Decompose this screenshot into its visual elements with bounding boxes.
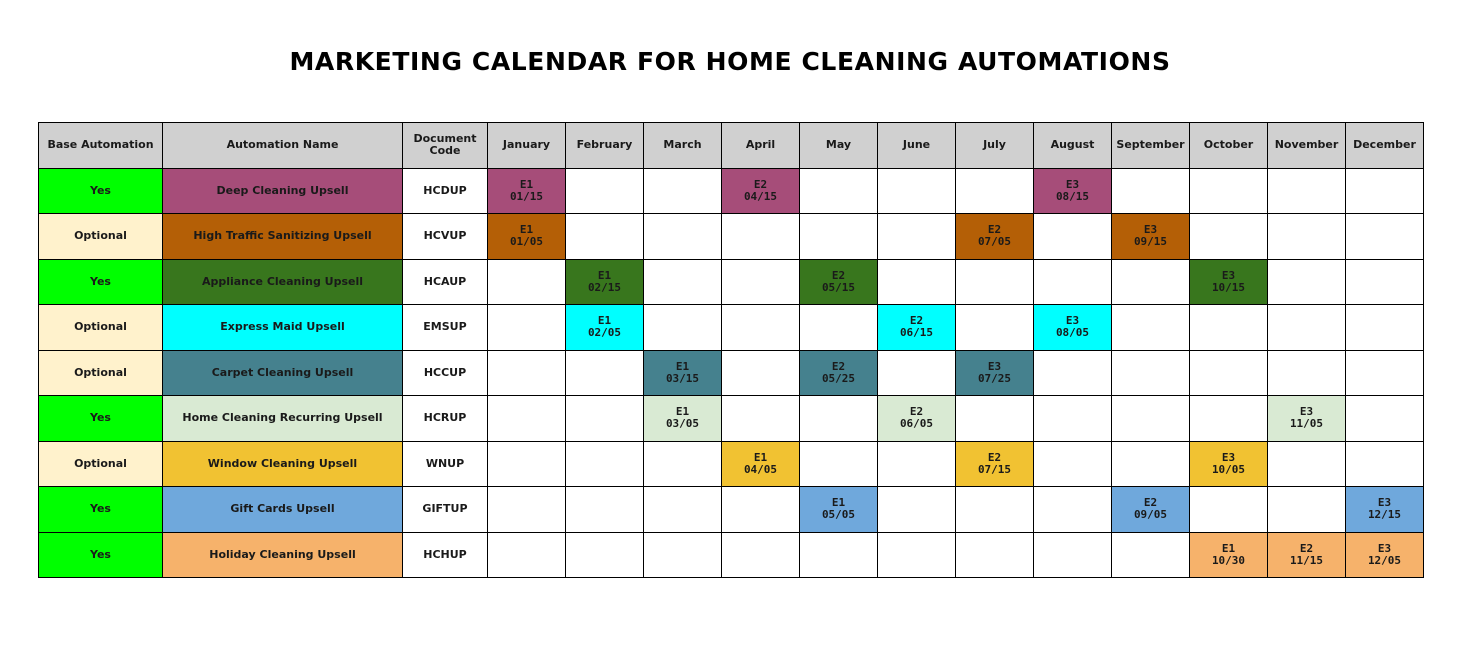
empty-month-cell (566, 532, 644, 578)
event-label: E2 (987, 223, 1002, 237)
empty-month-cell (800, 214, 878, 260)
document-code-cell: WNUP (403, 441, 488, 487)
event-label: E2 (987, 450, 1002, 464)
event-date: 07/25 (977, 371, 1012, 385)
event-date: 08/05 (1055, 326, 1090, 340)
empty-month-cell (956, 259, 1034, 305)
empty-month-cell (1346, 441, 1424, 487)
event-cell (1034, 168, 1112, 214)
event-cell (1346, 487, 1424, 533)
empty-month-cell (800, 168, 878, 214)
empty-month-cell (644, 214, 722, 260)
empty-month-cell (1112, 532, 1190, 578)
header-month: February (566, 123, 644, 169)
header-row (39, 123, 1424, 169)
base-automation-cell: Yes (39, 487, 163, 533)
event-cell (1268, 532, 1346, 578)
automation-name-cell: Home Cleaning Recurring Upsell (163, 396, 403, 442)
event-label: E3 (1065, 177, 1080, 191)
empty-month-cell (1346, 350, 1424, 396)
event-label: E3 (987, 359, 1002, 373)
event-date: 08/15 (1055, 189, 1090, 203)
empty-month-cell (488, 487, 566, 533)
event-cell (1190, 441, 1268, 487)
event-date: 02/15 (587, 280, 622, 294)
empty-month-cell (566, 168, 644, 214)
event-cell (644, 396, 722, 442)
empty-month-cell (1034, 350, 1112, 396)
base-automation-cell: Optional (39, 305, 163, 351)
empty-month-cell (1034, 441, 1112, 487)
empty-month-cell (722, 487, 800, 533)
event-cell (722, 168, 800, 214)
event-date: 12/05 (1367, 553, 1402, 567)
table-row (39, 350, 1424, 396)
event-label: E3 (1377, 541, 1392, 555)
empty-month-cell (1190, 168, 1268, 214)
event-cell (1034, 305, 1112, 351)
empty-month-cell (878, 214, 956, 260)
empty-month-cell (878, 168, 956, 214)
empty-month-cell (800, 305, 878, 351)
event-date: 07/05 (977, 235, 1012, 249)
header-month: December (1346, 123, 1424, 169)
table-row (39, 214, 1424, 260)
empty-month-cell (1112, 168, 1190, 214)
event-label: E2 (1299, 541, 1314, 555)
event-cell (878, 305, 956, 351)
empty-month-cell (488, 350, 566, 396)
event-date: 04/15 (743, 189, 778, 203)
base-automation-cell: Yes (39, 259, 163, 305)
event-label: E2 (909, 314, 924, 328)
event-cell (1112, 214, 1190, 260)
empty-month-cell (1112, 441, 1190, 487)
empty-month-cell (644, 305, 722, 351)
header-month: September (1112, 123, 1190, 169)
event-cell (488, 168, 566, 214)
event-label: E3 (1299, 405, 1314, 419)
event-cell (800, 350, 878, 396)
event-label: E1 (519, 177, 534, 191)
empty-month-cell (1346, 259, 1424, 305)
event-cell (566, 305, 644, 351)
base-automation-cell: Optional (39, 350, 163, 396)
empty-month-cell (1112, 305, 1190, 351)
event-date: 12/15 (1367, 508, 1402, 522)
empty-month-cell (1112, 259, 1190, 305)
marketing-calendar-table (38, 122, 1424, 578)
event-date: 10/15 (1211, 280, 1246, 294)
header-month: June (878, 123, 956, 169)
empty-month-cell (1034, 259, 1112, 305)
event-label: E3 (1143, 223, 1158, 237)
empty-month-cell (878, 441, 956, 487)
base-automation-cell: Optional (39, 214, 163, 260)
event-label: E1 (675, 405, 690, 419)
table-row (39, 532, 1424, 578)
empty-month-cell (878, 259, 956, 305)
event-cell (488, 214, 566, 260)
document-code-cell: HCAUP (403, 259, 488, 305)
event-cell (956, 214, 1034, 260)
automation-name-cell: Appliance Cleaning Upsell (163, 259, 403, 305)
empty-month-cell (1190, 396, 1268, 442)
event-date: 01/05 (509, 235, 544, 249)
event-date: 04/05 (743, 462, 778, 476)
header-base-automation: Base Automation (39, 123, 163, 169)
event-date: 03/05 (665, 417, 700, 431)
event-date: 07/15 (977, 462, 1012, 476)
base-automation-cell: Yes (39, 168, 163, 214)
event-label: E2 (909, 405, 924, 419)
automation-name-cell: Window Cleaning Upsell (163, 441, 403, 487)
empty-month-cell (800, 441, 878, 487)
header-month: April (722, 123, 800, 169)
event-cell (956, 441, 1034, 487)
event-date: 11/05 (1289, 417, 1324, 431)
event-date: 05/05 (821, 508, 856, 522)
empty-month-cell (1346, 396, 1424, 442)
header-month: July (956, 123, 1034, 169)
empty-month-cell (722, 259, 800, 305)
empty-month-cell (1034, 532, 1112, 578)
empty-month-cell (1034, 396, 1112, 442)
event-date: 09/15 (1133, 235, 1168, 249)
event-date: 05/25 (821, 371, 856, 385)
event-cell (1190, 259, 1268, 305)
empty-month-cell (488, 305, 566, 351)
empty-month-cell (488, 441, 566, 487)
event-cell (566, 259, 644, 305)
empty-month-cell (1190, 305, 1268, 351)
empty-month-cell (800, 396, 878, 442)
document-code-cell: GIFTUP (403, 487, 488, 533)
empty-month-cell (1190, 214, 1268, 260)
event-label: E1 (519, 223, 534, 237)
automation-name-cell: Holiday Cleaning Upsell (163, 532, 403, 578)
automation-name-cell: High Traffic Sanitizing Upsell (163, 214, 403, 260)
base-automation-cell: Yes (39, 396, 163, 442)
empty-month-cell (566, 396, 644, 442)
document-code-cell: EMSUP (403, 305, 488, 351)
calendar-body (39, 168, 1424, 578)
table-row (39, 259, 1424, 305)
empty-month-cell (722, 305, 800, 351)
event-date: 03/15 (665, 371, 700, 385)
header-document-code (403, 123, 488, 169)
empty-month-cell (566, 350, 644, 396)
automation-name-cell: Deep Cleaning Upsell (163, 168, 403, 214)
empty-month-cell (800, 532, 878, 578)
empty-month-cell (956, 532, 1034, 578)
event-label: E2 (831, 359, 846, 373)
empty-month-cell (1346, 214, 1424, 260)
empty-month-cell (644, 168, 722, 214)
empty-month-cell (956, 396, 1034, 442)
empty-month-cell (1346, 305, 1424, 351)
empty-month-cell (566, 487, 644, 533)
empty-month-cell (1346, 168, 1424, 214)
event-cell (956, 350, 1034, 396)
header-document-code-line1: Document (413, 132, 477, 146)
empty-month-cell (878, 532, 956, 578)
event-date: 06/05 (899, 417, 934, 431)
event-cell (878, 396, 956, 442)
event-date: 06/15 (899, 326, 934, 340)
event-label: E3 (1377, 496, 1392, 510)
empty-month-cell (956, 168, 1034, 214)
empty-month-cell (722, 396, 800, 442)
event-label: E1 (675, 359, 690, 373)
event-date: 10/05 (1211, 462, 1246, 476)
event-date: 10/30 (1211, 553, 1246, 567)
header-month: November (1268, 123, 1346, 169)
event-date: 02/05 (587, 326, 622, 340)
automation-name-cell: Express Maid Upsell (163, 305, 403, 351)
empty-month-cell (1112, 396, 1190, 442)
empty-month-cell (722, 214, 800, 260)
event-date: 01/15 (509, 189, 544, 203)
document-code-cell: HCVUP (403, 214, 488, 260)
base-automation-cell: Optional (39, 441, 163, 487)
event-label: E3 (1221, 450, 1236, 464)
table-row (39, 441, 1424, 487)
empty-month-cell (566, 214, 644, 260)
empty-month-cell (1190, 487, 1268, 533)
empty-month-cell (1112, 350, 1190, 396)
header-month: August (1034, 123, 1112, 169)
automation-name-cell: Gift Cards Upsell (163, 487, 403, 533)
event-date: 05/15 (821, 280, 856, 294)
empty-month-cell (878, 487, 956, 533)
header-month: October (1190, 123, 1268, 169)
empty-month-cell (644, 532, 722, 578)
empty-month-cell (722, 350, 800, 396)
empty-month-cell (1190, 350, 1268, 396)
event-label: E1 (753, 450, 768, 464)
table-row (39, 168, 1424, 214)
header-automation-name: Automation Name (163, 123, 403, 169)
event-label: E2 (1143, 496, 1158, 510)
document-code-cell: HCHUP (403, 532, 488, 578)
empty-month-cell (956, 305, 1034, 351)
event-label: E1 (597, 314, 612, 328)
document-code-cell: HCCUP (403, 350, 488, 396)
event-label: E1 (597, 268, 612, 282)
header-document-code-line2: Code (429, 144, 461, 158)
automation-name-cell: Carpet Cleaning Upsell (163, 350, 403, 396)
header-month: May (800, 123, 878, 169)
empty-month-cell (1268, 214, 1346, 260)
empty-month-cell (878, 350, 956, 396)
empty-month-cell (644, 487, 722, 533)
base-automation-cell: Yes (39, 532, 163, 578)
event-cell (722, 441, 800, 487)
empty-month-cell (1268, 441, 1346, 487)
event-cell (1190, 532, 1268, 578)
empty-month-cell (1034, 487, 1112, 533)
empty-month-cell (1268, 350, 1346, 396)
empty-month-cell (644, 441, 722, 487)
event-label: E1 (831, 496, 846, 510)
empty-month-cell (1034, 214, 1112, 260)
empty-month-cell (488, 396, 566, 442)
event-cell (1268, 396, 1346, 442)
empty-month-cell (644, 259, 722, 305)
event-label: E2 (753, 177, 768, 191)
event-cell (800, 259, 878, 305)
header-month: March (644, 123, 722, 169)
empty-month-cell (1268, 259, 1346, 305)
event-cell (1112, 487, 1190, 533)
event-label: E2 (831, 268, 846, 282)
empty-month-cell (1268, 168, 1346, 214)
empty-month-cell (956, 487, 1034, 533)
empty-month-cell (488, 532, 566, 578)
empty-month-cell (566, 441, 644, 487)
empty-month-cell (1268, 305, 1346, 351)
empty-month-cell (488, 259, 566, 305)
event-date: 11/15 (1289, 553, 1324, 567)
empty-month-cell (722, 532, 800, 578)
document-code-cell: HCRUP (403, 396, 488, 442)
event-label: E3 (1221, 268, 1236, 282)
event-cell (1346, 532, 1424, 578)
event-cell (800, 487, 878, 533)
event-date: 09/05 (1133, 508, 1168, 522)
event-label: E1 (1221, 541, 1236, 555)
empty-month-cell (1268, 487, 1346, 533)
event-label: E3 (1065, 314, 1080, 328)
event-cell (644, 350, 722, 396)
table-row (39, 396, 1424, 442)
table-row (39, 305, 1424, 351)
document-code-cell: HCDUP (403, 168, 488, 214)
header-month: January (488, 123, 566, 169)
page-title: MARKETING CALENDAR FOR HOME CLEANING AUTOMATIONS (289, 47, 1171, 76)
table-row (39, 487, 1424, 533)
